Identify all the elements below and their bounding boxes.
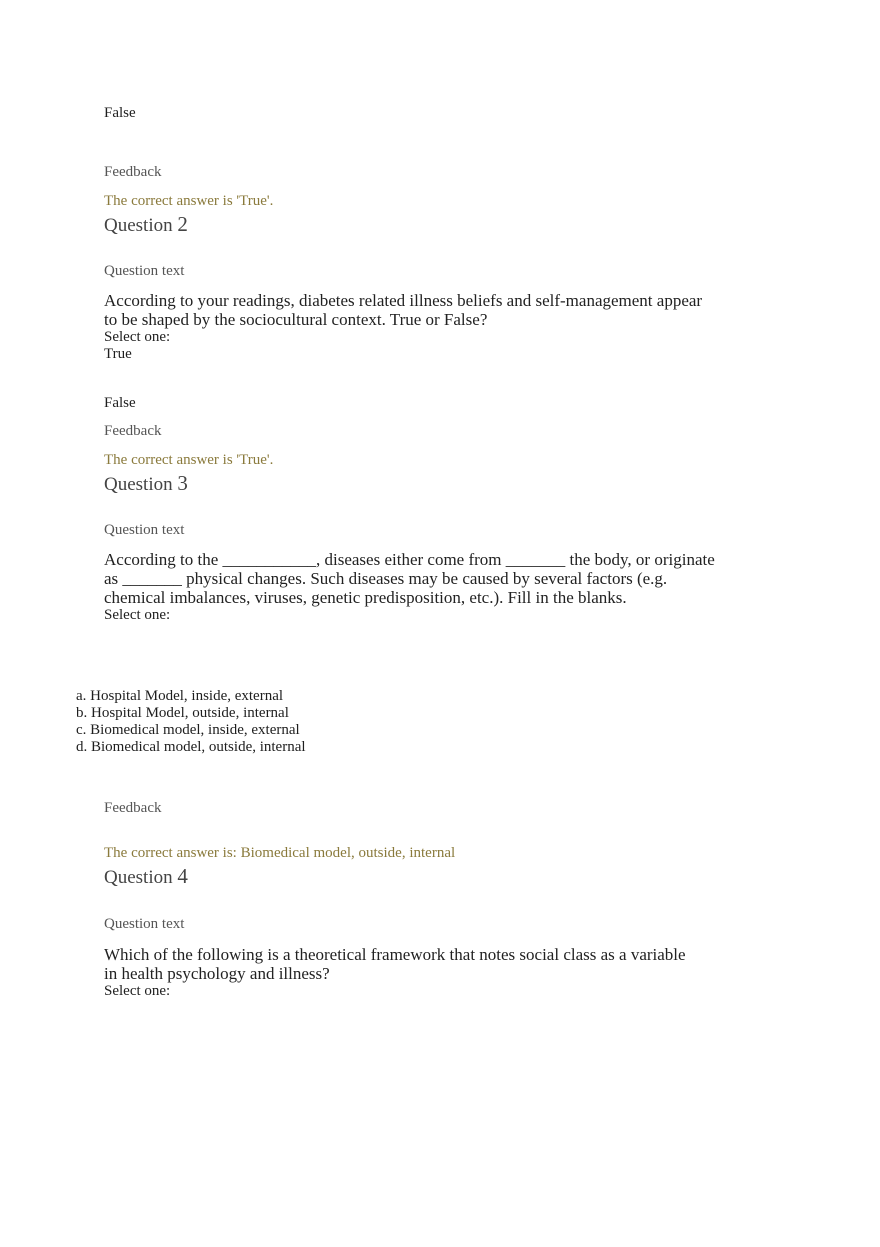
q3-option-d[interactable]: d. Biomedical model, outside, internal [76, 739, 306, 755]
q3-text-line3: chemical imbalances, viruses, genetic predisposition, etc.). Fill in the blanks. [104, 588, 627, 607]
q2-heading [104, 214, 188, 235]
q3-feedback-answer: The correct answer is: Biomedical model, outside, internal [104, 845, 456, 861]
q2-text-label: Question text [104, 263, 185, 279]
q3-text-label: Question text [104, 522, 185, 538]
q2-option-false[interactable]: False [104, 395, 136, 411]
q3-text-line2: as _______ physical changes. Such diseases may be caused by several factors (e.g. [104, 569, 668, 588]
q1-feedback-label: Feedback [104, 164, 162, 180]
q4-number: 4 [177, 864, 188, 888]
q3-select-one: Select one: [104, 607, 171, 623]
q4-heading-word: Question [104, 867, 173, 888]
q4-text-line2: in health psychology and illness? [104, 964, 330, 983]
q2-option-true[interactable]: True [104, 346, 132, 362]
q3-feedback-label: Feedback [104, 800, 162, 816]
q3-option-b[interactable]: b. Hospital Model, outside, internal [76, 705, 289, 721]
q3-option-a[interactable]: a. Hospital Model, inside, external [76, 688, 284, 704]
q2-feedback-answer: The correct answer is 'True'. [104, 452, 274, 468]
q3-heading-word: Question [104, 474, 173, 495]
q2-feedback-label: Feedback [104, 423, 162, 439]
q4-heading [104, 866, 188, 887]
q1-feedback-answer: The correct answer is 'True'. [104, 193, 274, 209]
q4-text-line1: Which of the following is a theoretical framework that notes social class as a variable [104, 945, 686, 964]
q2-select-one: Select one: [104, 329, 171, 345]
q2-text-line2: to be shaped by the sociocultural context. True or False? [104, 310, 488, 329]
q4-select-one: Select one: [104, 983, 171, 999]
q3-option-c[interactable]: c. Biomedical model, inside, external [76, 722, 300, 738]
q3-heading [104, 473, 188, 494]
q3-text-line1: According to the ___________, diseases either come from _______ the body, or originate [104, 550, 715, 569]
q3-number: 3 [177, 471, 188, 495]
q1-option-false[interactable]: False [104, 105, 136, 121]
q2-heading-word: Question [104, 215, 173, 236]
q2-text-line1: According to your readings, diabetes related illness beliefs and self-management appear [104, 291, 703, 310]
q4-text-label: Question text [104, 916, 185, 932]
q2-number: 2 [177, 212, 188, 236]
